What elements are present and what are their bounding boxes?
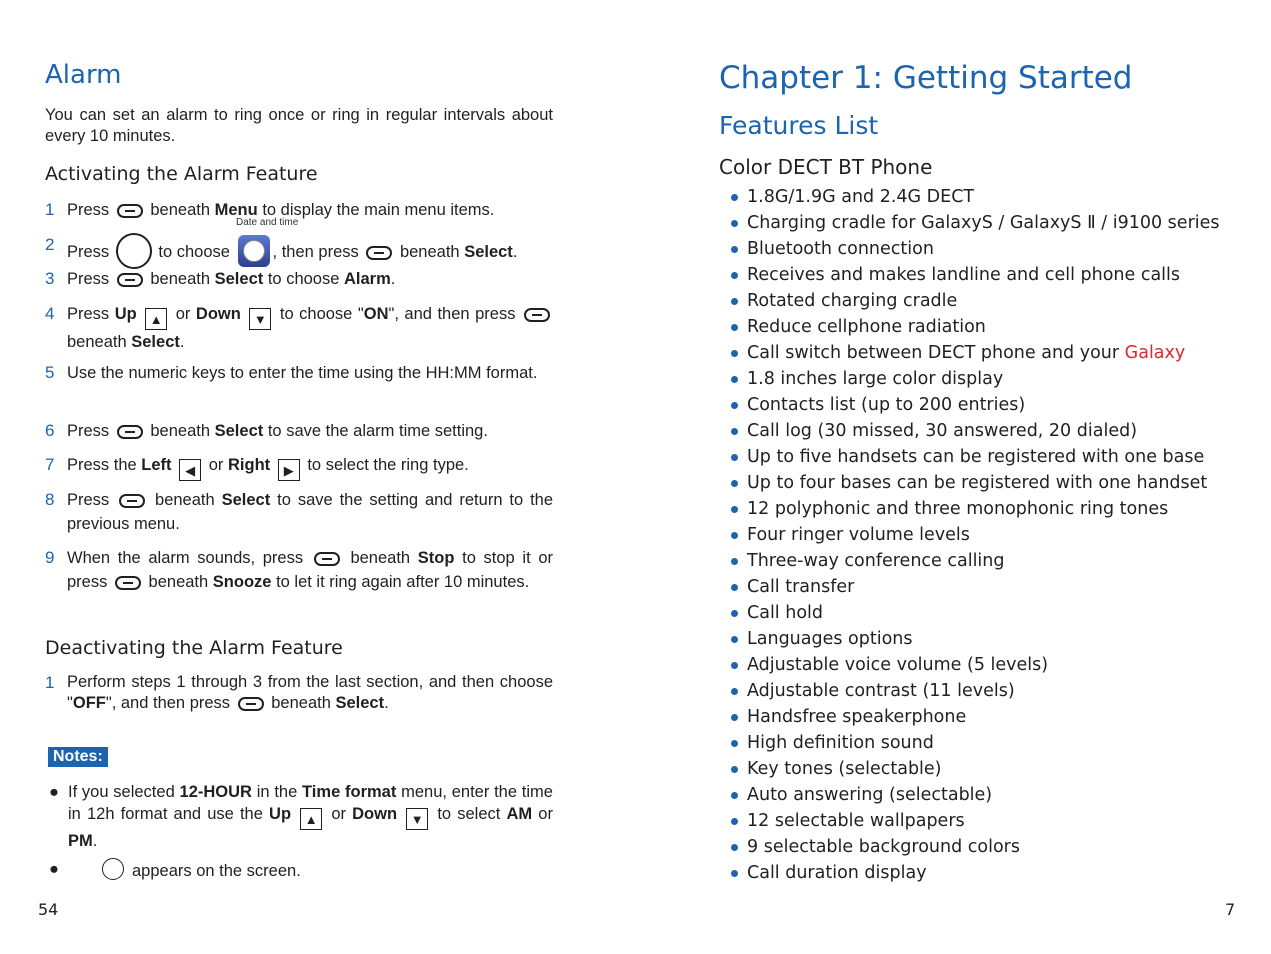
list-item: 9 selectable background colors <box>731 834 1220 860</box>
list-item: Rotated charging cradle <box>731 288 1220 314</box>
softkey-icon <box>366 246 392 260</box>
deactivating-heading: Deactivating the Alarm Feature <box>45 637 343 659</box>
softkey-icon <box>314 552 340 566</box>
right-page <box>635 0 1271 954</box>
features-list <box>731 184 1220 886</box>
note-2: ● appears on the screen. <box>49 860 301 880</box>
list-item: Auto answering (selectable) <box>731 782 1220 808</box>
alarm-heading: Alarm <box>45 60 122 90</box>
list-item: Languages options <box>731 626 1220 652</box>
list-item: Bluetooth connection <box>731 236 1220 262</box>
left-key-icon: ◀ <box>179 459 201 481</box>
list-item: 12 selectable wallpapers <box>731 808 1220 834</box>
step-6: 6 Press beneath Select to save the alarm time setting. <box>45 421 488 440</box>
step-1: 1 Press beneath Menu to display the main menu items. <box>45 200 495 219</box>
product-name: Color DECT BT Phone <box>719 155 933 179</box>
step-7: 7 Press the Left ◀ or Right ▶ to select the ring type. <box>45 453 553 481</box>
page-number-right: 7 <box>1225 900 1236 919</box>
step-5: 5 Use the numeric keys to enter the time using the HH:MM format. <box>45 363 538 382</box>
softkey-icon <box>117 273 143 287</box>
page-number-left: 54 <box>38 900 59 919</box>
softkey-icon <box>524 308 550 322</box>
step-8: 8 Press beneath Select to save the setting and return to the previous menu. <box>45 490 554 533</box>
list-item: Three-way conference calling <box>731 548 1220 574</box>
galaxy-word: Galaxy <box>1124 343 1186 363</box>
note-1: ● If you selected 12-HOUR in the Time format menu, enter the time in 12h format and use the Up ▲ or Down ▼ to select AM or PM. <box>49 783 553 850</box>
deactivate-step-1: 1 Perform steps 1 through 3 from the last section, and then choose "OFF", and then press beneath Select. <box>45 673 553 712</box>
list-item: 1.8G/1.9G and 2.4G DECT <box>731 184 1220 210</box>
list-item: Reduce cellphone radiation <box>731 314 1220 340</box>
list-item: Receives and makes landline and cell phone calls <box>731 262 1220 288</box>
list-item: Charging cradle for GalaxyS / GalaxyS Ⅱ / i9100 series <box>731 210 1220 236</box>
list-item: Key tones (selectable) <box>731 756 1220 782</box>
right-key-icon: ▶ <box>278 459 300 481</box>
list-item: Adjustable contrast (11 levels) <box>731 678 1220 704</box>
list-item: Up to four bases can be registered with one handset <box>731 470 1220 496</box>
nav-key-icon <box>116 233 152 269</box>
list-item: 1.8 inches large color display <box>731 366 1220 392</box>
list-item: Call log (30 missed, 30 answered, 20 dialed) <box>731 418 1220 444</box>
softkey-icon <box>238 697 264 711</box>
list-item: 12 polyphonic and three monophonic ring tones <box>731 496 1220 522</box>
features-heading: Features List <box>719 111 879 140</box>
alarm-intro: You can set an alarm to ring once or ring in regular intervals about every 10 minutes. <box>45 106 553 145</box>
list-item: High definition sound <box>731 730 1220 756</box>
list-item: Call transfer <box>731 574 1220 600</box>
list-item: Up to five handsets can be registered with one base <box>731 444 1220 470</box>
down-key-icon: ▼ <box>406 808 428 830</box>
step-9: 9 When the alarm sounds, press beneath Stop to stop it or press beneath Snooze to let it ring again after 10 minutes. <box>45 548 553 591</box>
alarm-clock-icon <box>102 858 124 880</box>
notes-badge: Notes: <box>48 747 108 767</box>
chapter-title: Chapter 1: Getting Started <box>719 60 1133 96</box>
step-3: 3 Press beneath Select to choose Alarm. <box>45 269 396 288</box>
softkey-icon <box>119 494 145 508</box>
list-item: Call duration display <box>731 860 1220 886</box>
list-item: Call hold <box>731 600 1220 626</box>
up-key-icon: ▲ <box>300 808 322 830</box>
date-time-icon-label: Date and time <box>236 217 299 228</box>
softkey-icon <box>117 425 143 439</box>
activating-heading: Activating the Alarm Feature <box>45 163 318 185</box>
list-item: Call switch between DECT phone and your Galaxy <box>731 340 1220 366</box>
step-2: 2 Press to choose , then press beneath Select. <box>45 233 553 269</box>
step-4: 4 Press Up ▲ or Down ▼ to choose "ON", and then press beneath Select. <box>45 302 553 354</box>
list-item: Contacts list (up to 200 entries) <box>731 392 1220 418</box>
softkey-icon <box>117 204 143 218</box>
list-item: Handsfree speakerphone <box>731 704 1220 730</box>
softkey-icon <box>115 576 141 590</box>
up-key-icon: ▲ <box>145 308 167 330</box>
list-item: Adjustable voice volume (5 levels) <box>731 652 1220 678</box>
down-key-icon: ▼ <box>249 308 271 330</box>
date-time-clock-icon <box>238 235 270 267</box>
list-item: Four ringer volume levels <box>731 522 1220 548</box>
left-page <box>0 0 600 954</box>
